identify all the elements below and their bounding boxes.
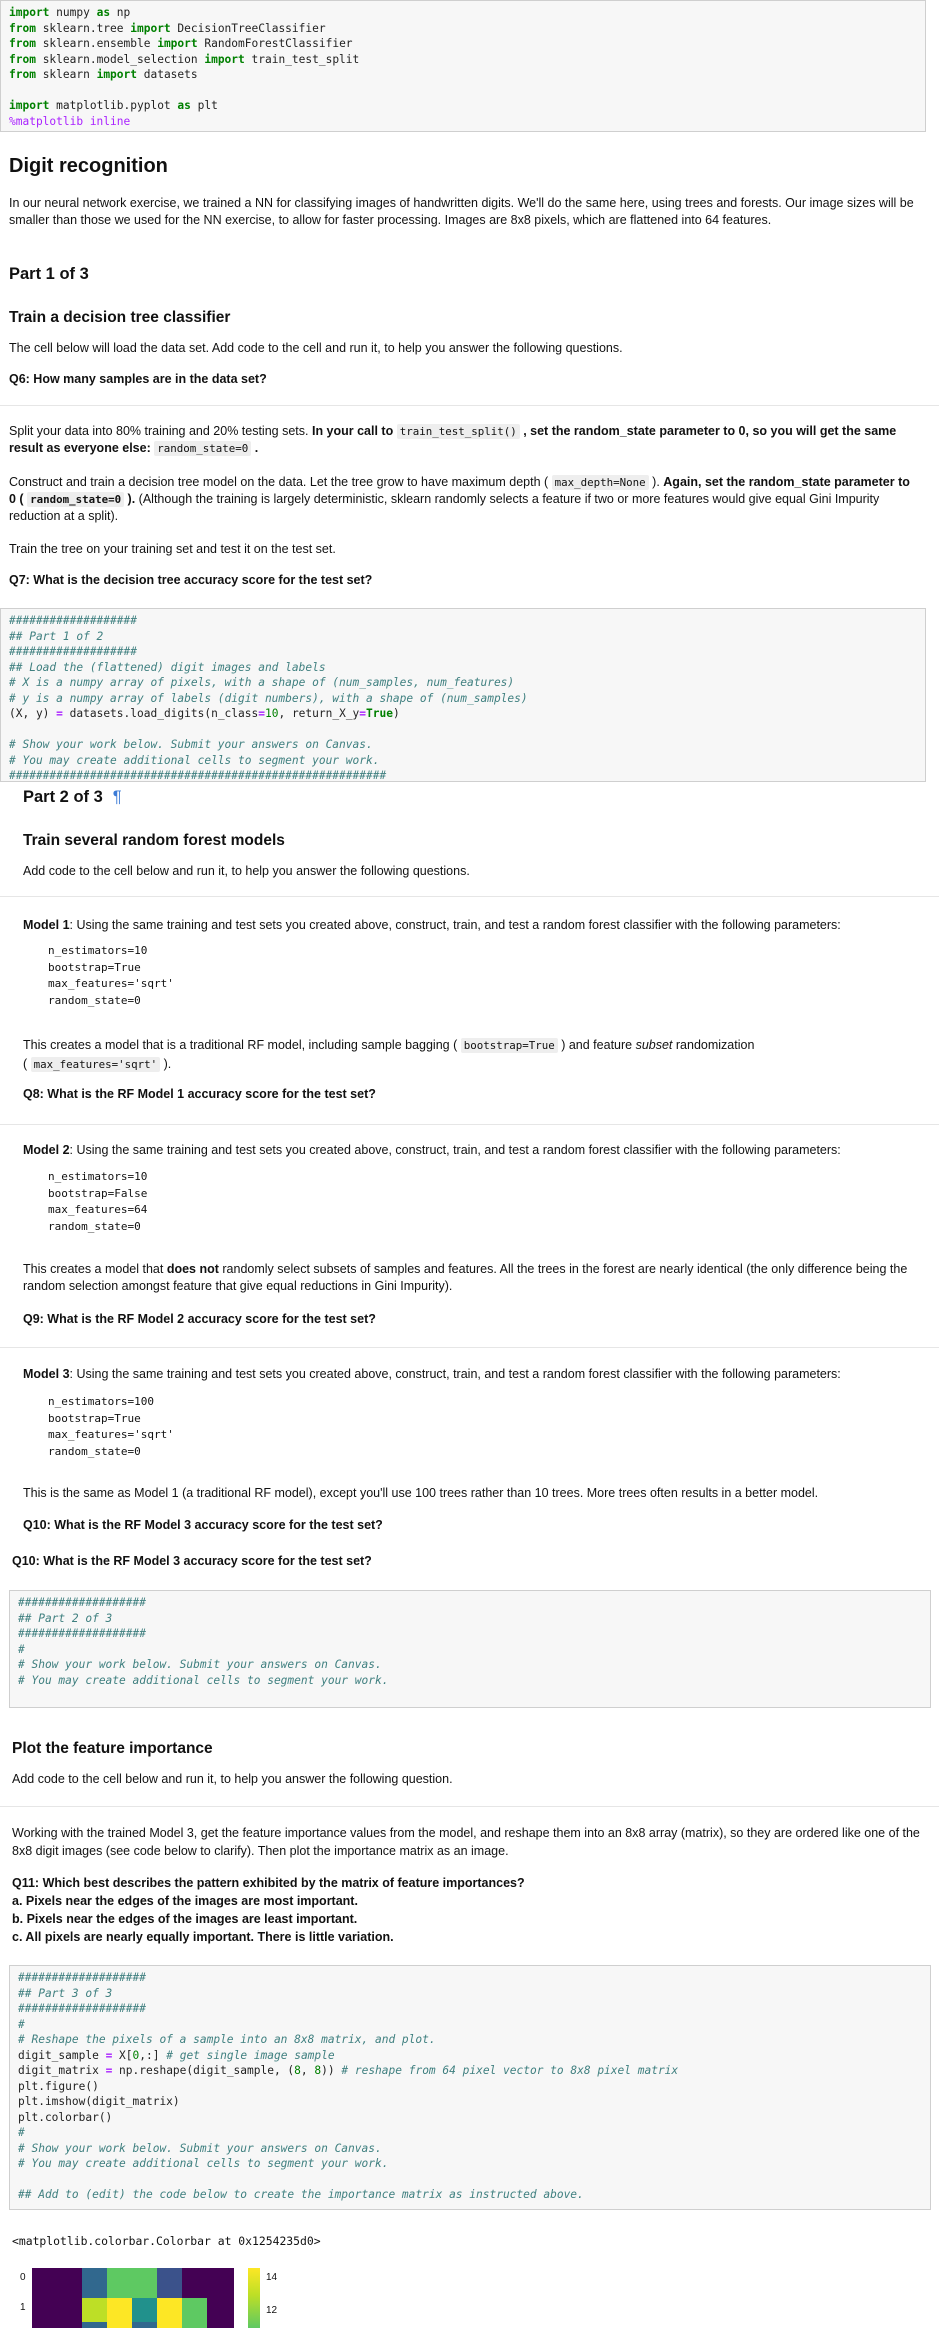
part3-description: Working with the trained Model 3, get the feature importance values from the model, and reshape them into an 8x8 array (matrix), so they are ordered like one of the 8x8 digit images (see code below to clarify). Then plot the importance matrix as an image. [12, 1826, 920, 1858]
code-token: True [366, 707, 393, 720]
code-part3: ################### ## Part 3 of 3 ################### # # Reshape the pixels of a sample into an 8x8 matrix, and plot. digit_sample = X[0,:] # get single image sample digit_matrix = np.reshape(digit_sample, (8, 8)) # reshape from 64 pixel vector to 8x8 pixel matrix plt.figure() plt.imshow(digit_matrix) plt.colorbar() # # Show your work below. Submit your answers on Canvas. # You may create additional cells to segment your work. ## Add to (edit) the code below to create the importance matrix as instructed above. [18, 1971, 679, 2201]
model3-label: Model 3 [23, 1367, 70, 1381]
code-comment: ## Load the (flattened) digit images and labels [9, 660, 326, 674]
code-comment: ################### [18, 1627, 146, 1640]
cell-separator [0, 405, 939, 406]
code-token: as [177, 99, 191, 112]
construct-instructions [9, 474, 914, 525]
heatmap-cell [182, 2268, 207, 2298]
cell-separator [0, 1347, 939, 1348]
code-comment: ## Add to (edit) the code below to create the importance matrix as instructed above. [18, 2188, 584, 2201]
construct-text-d: ). [124, 492, 136, 506]
model2-desc-b: does not [166, 1262, 219, 1276]
inline-code-random-state-2: random_state=0 [27, 492, 124, 507]
code-token: matplotlib.pyplot [49, 99, 178, 112]
cell-separator [0, 1124, 939, 1125]
code-comment: ## Part 1 of 2 [9, 629, 104, 643]
code-comment: # Reshape the pixels of a sample into an 8x8 matrix, and plot. [18, 2033, 436, 2046]
code-comment: ################### [9, 645, 137, 658]
code-cell-imports[interactable] [0, 0, 926, 132]
heatmap-cell [182, 2298, 207, 2328]
code-token: from [9, 37, 36, 50]
code-comment: ################### [9, 614, 137, 627]
code-token: digit_sample [18, 2048, 106, 2062]
code-comment: # X is a numpy array of pixels, with a shape of (num_samples, num_features) [9, 676, 515, 689]
code-token: sklearn.ensemble [35, 37, 158, 50]
code-token: digit_matrix [18, 2064, 106, 2077]
model3-instructions [23, 1366, 918, 1383]
construct-text-c: Again, set the random_state parameter to 0 ( [9, 475, 910, 506]
question-q6: Q6: How many samples are in the data set? [9, 372, 267, 386]
code-comment: ######################################################## [9, 769, 387, 782]
code-token: 10 [264, 707, 279, 720]
code-token: import [9, 99, 50, 112]
model3-description: This is the same as Model 1 (a traditional RF model), except you'll use 100 trees rather than 10 trees. More trees often results in a better model. [23, 1486, 819, 1500]
question-q7: Q7: What is the decision tree accuracy score for the test set? [9, 573, 373, 587]
q11-option-a: a. Pixels near the edges of the images are most important. [12, 1894, 358, 1908]
code-token: import [9, 6, 50, 19]
part1-instructions: The cell below will load the data set. Add code to the cell and run it, to help you answer the following questions. [9, 341, 623, 355]
cell-separator [0, 1806, 939, 1807]
question-q11 [12, 1874, 525, 1946]
code-comment: # [18, 1642, 25, 1656]
code-token: from [9, 52, 36, 66]
inline-code-bootstrap: bootstrap=True [461, 1038, 558, 1053]
code-comment: # You may create additional cells to segment your work. [18, 2157, 389, 2170]
heatmap-cell [107, 2298, 132, 2328]
heading-part-1: Part 1 of 3 [9, 265, 89, 283]
anchor-link-icon[interactable]: ¶ [112, 788, 122, 806]
heatmap-cell [132, 2268, 157, 2298]
code-cell-part2[interactable] [9, 1590, 931, 1708]
inline-code-train-test-split: train_test_split() [397, 424, 520, 439]
heatmap-cell [157, 2298, 182, 2328]
model2-instructions [23, 1142, 918, 1159]
split-text-c: , set the random_state parameter to 0, so you will get the same result as everyone else: [9, 424, 897, 455]
code-comment: ## Part 3 of 3 [18, 1986, 113, 2000]
heatmap-cell [207, 2268, 234, 2298]
y-tick-label-1: 1 [20, 2302, 26, 2313]
code-comment: # Show your work below. Submit your answers on Canvas. [18, 1658, 382, 1671]
code-token: sklearn.tree [35, 21, 131, 35]
heatmap-cell [207, 2298, 234, 2328]
intro-paragraph: In our neural network exercise, we trained a NN for classifying images of handwritten digits. We'll do the same here, using trees and forests. Our image sizes will be smaller than those we used for the NN exercise, to allow for faster processing. Images are 8x8 pixels, which are flattened into 64 features. [9, 196, 914, 227]
code-token: datasets [137, 68, 198, 81]
model3-params: n_estimators=100 bootstrap=True max_features='sqrt' random_state=0 [48, 1395, 174, 1458]
model2-label: Model 2 [23, 1143, 70, 1157]
model2-desc-a: This creates a model that [23, 1262, 167, 1276]
model1-label: Model 1 [23, 918, 70, 932]
question-q10-repeat: Q10: What is the RF Model 3 accuracy score for the test set? [12, 1554, 372, 1568]
heading-random-forest: Train several random forest models [23, 832, 285, 849]
train-instructions: Train the tree on your training set and test it on the test set. [9, 542, 336, 556]
code-token: 0 [132, 2048, 140, 2062]
code-token: numpy [49, 6, 97, 19]
split-text-b: In your call to [311, 424, 397, 438]
code-comment: # [18, 2126, 25, 2139]
heading-part-2-text: Part 2 of 3 [23, 788, 103, 806]
code-token: import [157, 37, 198, 50]
code-token: RandomForestClassifier [197, 37, 353, 50]
code-token: plt.imshow(digit_matrix) [18, 2095, 180, 2108]
colorbar [248, 2268, 260, 2328]
model1-desc-em: subset [635, 1038, 673, 1052]
construct-text-e: (Although the training is largely deterministic, sklearn randomly selects a feature if two or more features would give equal Gini Impurity reduction at a split). [9, 492, 880, 523]
code-token: import [96, 68, 137, 81]
code-comment: # You may create additional cells to segment your work. [9, 753, 380, 767]
split-instructions [9, 423, 914, 457]
heatmap-image [32, 2268, 234, 2328]
code-comment: # Show your work below. Submit your answers on Canvas. [9, 738, 373, 751]
split-text-a: Split your data into 80% training and 20% testing sets. [9, 424, 312, 438]
y-tick-label-0: 0 [20, 2272, 26, 2283]
code-comment: ################### [18, 1971, 146, 1984]
question-q8: Q8: What is the RF Model 1 accuracy score for the test set? [23, 1087, 376, 1101]
code-token: ,:] [139, 2048, 167, 2062]
cell-separator [0, 896, 939, 897]
heading-feature-importance: Plot the feature importance [12, 1740, 213, 1757]
model3-text: : Using the same training and test sets you created above, construct, train, and test a random forest classifier with the following parameters: [69, 1367, 841, 1381]
inline-code-max-features: max_features='sqrt' [31, 1057, 161, 1072]
code-cell-part3[interactable] [9, 1965, 931, 2210]
code-token: 8 [314, 2064, 322, 2077]
code-token: , [300, 2064, 315, 2077]
code-token: DecisionTreeClassifier [170, 21, 326, 35]
model1-params: n_estimators=10 bootstrap=True max_features='sqrt' random_state=0 [48, 944, 174, 1007]
heading-decision-tree: Train a decision tree classifier [9, 309, 231, 326]
code-comment: ## Part 2 of 3 [18, 1611, 113, 1625]
construct-text-b: ). [648, 475, 664, 489]
output-plot [0, 2262, 939, 2328]
code-token: ) [393, 707, 400, 720]
heatmap-svg [32, 2268, 234, 2328]
construct-text-a: Construct and train a decision tree model on the data. Let the tree grow to have maximum depth ( [9, 475, 552, 489]
code-token: sklearn.model_selection [35, 52, 205, 66]
question-q10: Q10: What is the RF Model 3 accuracy score for the test set? [23, 1518, 383, 1532]
code-token: )) [321, 2064, 342, 2077]
heatmap-cell [132, 2322, 157, 2328]
heatmap-cell [57, 2298, 82, 2328]
inline-code-max-depth: max_depth=None [552, 475, 649, 490]
question-q11-text: Q11: Which best describes the pattern exhibited by the matrix of feature importances? [12, 1876, 525, 1890]
code-token: from [9, 21, 36, 35]
code-token: X[ [112, 2048, 133, 2062]
code-part2 [10, 1591, 930, 1692]
code-token: = [258, 707, 265, 720]
part3-instructions: Add code to the cell below and run it, to help you answer the following question. [12, 1772, 453, 1786]
code-token: import [130, 21, 171, 35]
output-text: <matplotlib.colorbar.Colorbar at 0x1254235d0> [12, 2234, 321, 2248]
code-token: 8 [294, 2064, 301, 2077]
code-comment: ################### [18, 1596, 146, 1609]
model2-desc-c: randomly select subsets of samples and features. All the trees in the forest are nearly identical (the only difference being the random selection amongst feature that give equal reductions in Gini Impurity). [23, 1262, 908, 1293]
code-comment: # You may create additional cells to segment your work. [18, 1673, 389, 1687]
code-token: (X, y) [9, 707, 57, 720]
heatmap-cell [82, 2322, 107, 2328]
model1-text: : Using the same training and test sets you created above, construct, train, and test a random forest classifier with the following parameters: [69, 918, 841, 932]
code-token: train_test_split [244, 52, 360, 66]
heatmap-cell [32, 2268, 57, 2298]
code-token: np.reshape(digit_sample, ( [112, 2064, 295, 2077]
code-comment: # [18, 2017, 25, 2031]
inline-code-random-state: random_state=0 [154, 441, 251, 456]
colorbar-tick-12: 12 [266, 2305, 278, 2316]
code-comment: # reshape from 64 pixel vector to 8x8 pixel matrix [341, 2064, 679, 2077]
magic-command: %matplotlib inline [9, 114, 131, 128]
code-token: plt.colorbar() [18, 2110, 113, 2124]
model2-description [23, 1261, 933, 1295]
model2-text: : Using the same training and test sets you created above, construct, train, and test a random forest classifier with the following parameters: [69, 1143, 841, 1157]
heatmap-cell [82, 2268, 107, 2298]
code-token: np [110, 6, 131, 19]
code-token: plt [190, 99, 218, 112]
model1-desc-c: randomization [672, 1038, 755, 1052]
code-token: import [204, 52, 245, 66]
heatmap-cell [157, 2268, 182, 2298]
q11-option-c: c. All pixels are nearly equally important. There is little variation. [12, 1930, 394, 1944]
code-token: , return_X_y [278, 707, 360, 720]
code-comment: # get single image sample [166, 2048, 335, 2062]
code-token: datasets.load_digits(n_class [62, 707, 259, 720]
heatmap-cell [57, 2268, 82, 2298]
heading-digit-recognition: Digit recognition [9, 155, 168, 177]
heatmap-cell [107, 2268, 132, 2298]
code-comment: # Show your work below. Submit your answers on Canvas. [18, 2141, 382, 2155]
model2-params: n_estimators=10 bootstrap=False max_features=64 random_state=0 [48, 1170, 148, 1233]
model1-desc-b: ) and feature [557, 1038, 636, 1052]
code-token: = [56, 707, 63, 720]
model1-instructions [23, 917, 918, 934]
code-comment: ################### [18, 2002, 146, 2015]
model1-desc-a: This creates a model that is a traditional RF model, including sample bagging ( [23, 1038, 461, 1052]
heatmap-cell [32, 2298, 57, 2328]
code-token: as [96, 6, 111, 19]
code-comment: # y is a numpy array of labels (digit numbers), with a shape of (num_samples) [9, 691, 528, 705]
model1-description: This creates a model that is a traditional RF model, including sample bagging ( bootstrap=True ) and feature subset randomization ( max_features='sqrt' ). [23, 1038, 755, 1071]
heading-part-2 [23, 789, 122, 806]
code-part1 [1, 609, 925, 788]
code-cell-part1[interactable] [0, 608, 926, 782]
code-token: plt.figure() [18, 2079, 99, 2093]
code-token: sklearn [35, 68, 97, 81]
code-token: from [9, 68, 36, 81]
q11-option-b: b. Pixels near the edges of the images are least important. [12, 1912, 358, 1926]
question-q9: Q9: What is the RF Model 2 accuracy score for the test set? [23, 1312, 376, 1326]
part2-instructions: Add code to the cell below and run it, to help you answer the following questions. [23, 864, 470, 878]
split-text-d: . [251, 441, 259, 455]
code-token: = [359, 707, 367, 720]
code-imports [1, 1, 925, 133]
colorbar-tick-14: 14 [266, 2272, 278, 2283]
